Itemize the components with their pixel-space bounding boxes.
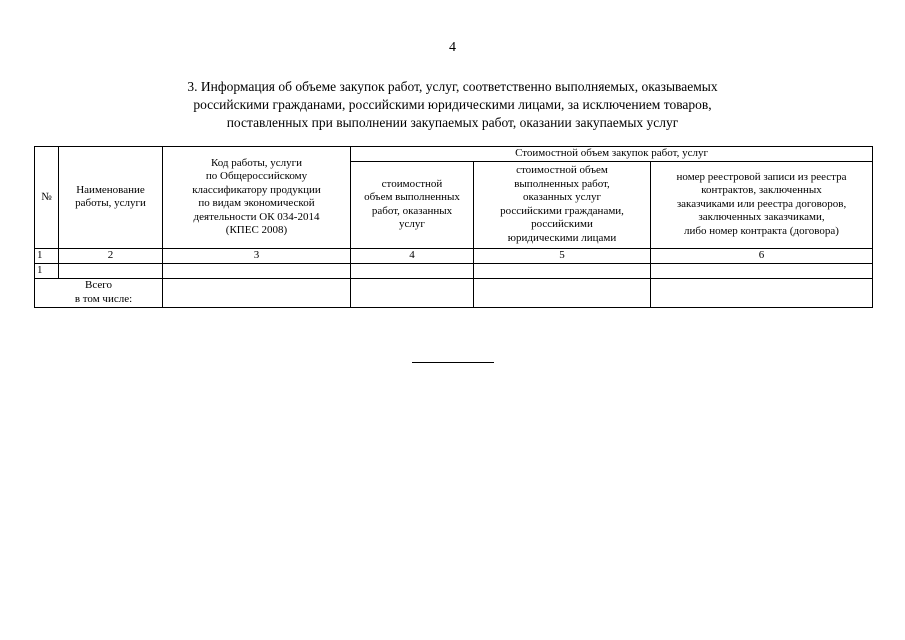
header-name xyxy=(59,147,163,249)
header-col6-line: заказчиками или реестра договоров, xyxy=(676,197,847,210)
section-title xyxy=(100,78,805,132)
header-col4-line: услуг xyxy=(399,218,425,230)
total-label-cell xyxy=(35,278,163,307)
header-col4-line: объем выполненных xyxy=(364,191,460,203)
column-number: 4 xyxy=(351,248,474,263)
header-col5 xyxy=(474,161,651,248)
header-col6 xyxy=(651,161,873,248)
row-name-cell xyxy=(59,263,163,278)
row-code-cell xyxy=(163,263,351,278)
header-col6-line: контрактов, заключенных xyxy=(701,184,822,197)
header-code-line: классификатору продукции xyxy=(192,183,321,196)
section-title-line: 3. Информация об объеме закупок работ, услуг, соответственно выполняемых, оказываемых xyxy=(187,79,718,94)
header-col6-line: заключенных заказчиками, xyxy=(698,211,825,224)
page-number: 4 xyxy=(449,40,456,55)
header-col6-line: номер реестровой записи из реестра xyxy=(676,170,847,183)
column-number: 1 xyxy=(35,248,59,263)
procurement-table xyxy=(34,146,873,308)
header-row-1 xyxy=(35,147,873,162)
table-row xyxy=(35,263,873,278)
total-sublabel: в том числе: xyxy=(74,292,133,305)
total-col6-cell xyxy=(651,278,873,307)
header-col4-line: стоимостной xyxy=(381,177,443,190)
row-col5-cell xyxy=(474,263,651,278)
header-code xyxy=(163,147,351,249)
header-code-line: деятельности ОК 034-2014 xyxy=(193,210,320,223)
separator-line xyxy=(412,362,494,363)
total-col5-cell xyxy=(474,278,651,307)
row-col6-cell xyxy=(651,263,873,278)
header-code-line: по видам экономической xyxy=(198,197,315,210)
header-col5-line: российскими гражданами, xyxy=(500,204,624,217)
header-col5-line: оказанных услуг xyxy=(522,191,602,203)
column-number: 5 xyxy=(474,248,651,263)
header-num: № xyxy=(35,147,59,249)
header-col5-line: юридическими лицами xyxy=(507,231,617,244)
header-name-line: Наименование xyxy=(76,183,145,196)
header-col4-line: работ, оказанных xyxy=(371,204,453,217)
header-col5-line: российскими xyxy=(531,218,593,230)
header-code-line: по Общероссийскому xyxy=(205,170,308,183)
column-number: 6 xyxy=(651,248,873,263)
total-col4-cell xyxy=(351,278,474,307)
header-code-line: Код работы, услуги xyxy=(210,156,303,169)
column-number: 3 xyxy=(163,248,351,263)
header-col5-line: выполненных работ, xyxy=(514,177,610,190)
header-col4 xyxy=(351,161,474,248)
header-code-line: (КПЕС 2008) xyxy=(225,224,288,237)
total-code-cell xyxy=(163,278,351,307)
header-col5-line: стоимостной объем xyxy=(516,164,608,176)
total-label: Всего xyxy=(85,279,112,291)
row-num: 1 xyxy=(35,263,59,278)
header-group: Стоимостной объем закупок работ, услуг xyxy=(351,147,873,162)
header-name-line: работы, услуги xyxy=(75,197,146,210)
section-title-line: поставленных при выполнении закупаемых работ, оказании закупаемых услуг xyxy=(226,115,679,130)
header-col6-line: либо номер контракта (договора) xyxy=(684,224,839,237)
row-col4-cell xyxy=(351,263,474,278)
total-row xyxy=(35,278,873,307)
column-number-row xyxy=(35,248,873,263)
column-number: 2 xyxy=(59,248,163,263)
section-title-line: российскими гражданами, российскими юридическими лицами, за исключением товаров, xyxy=(193,97,712,112)
